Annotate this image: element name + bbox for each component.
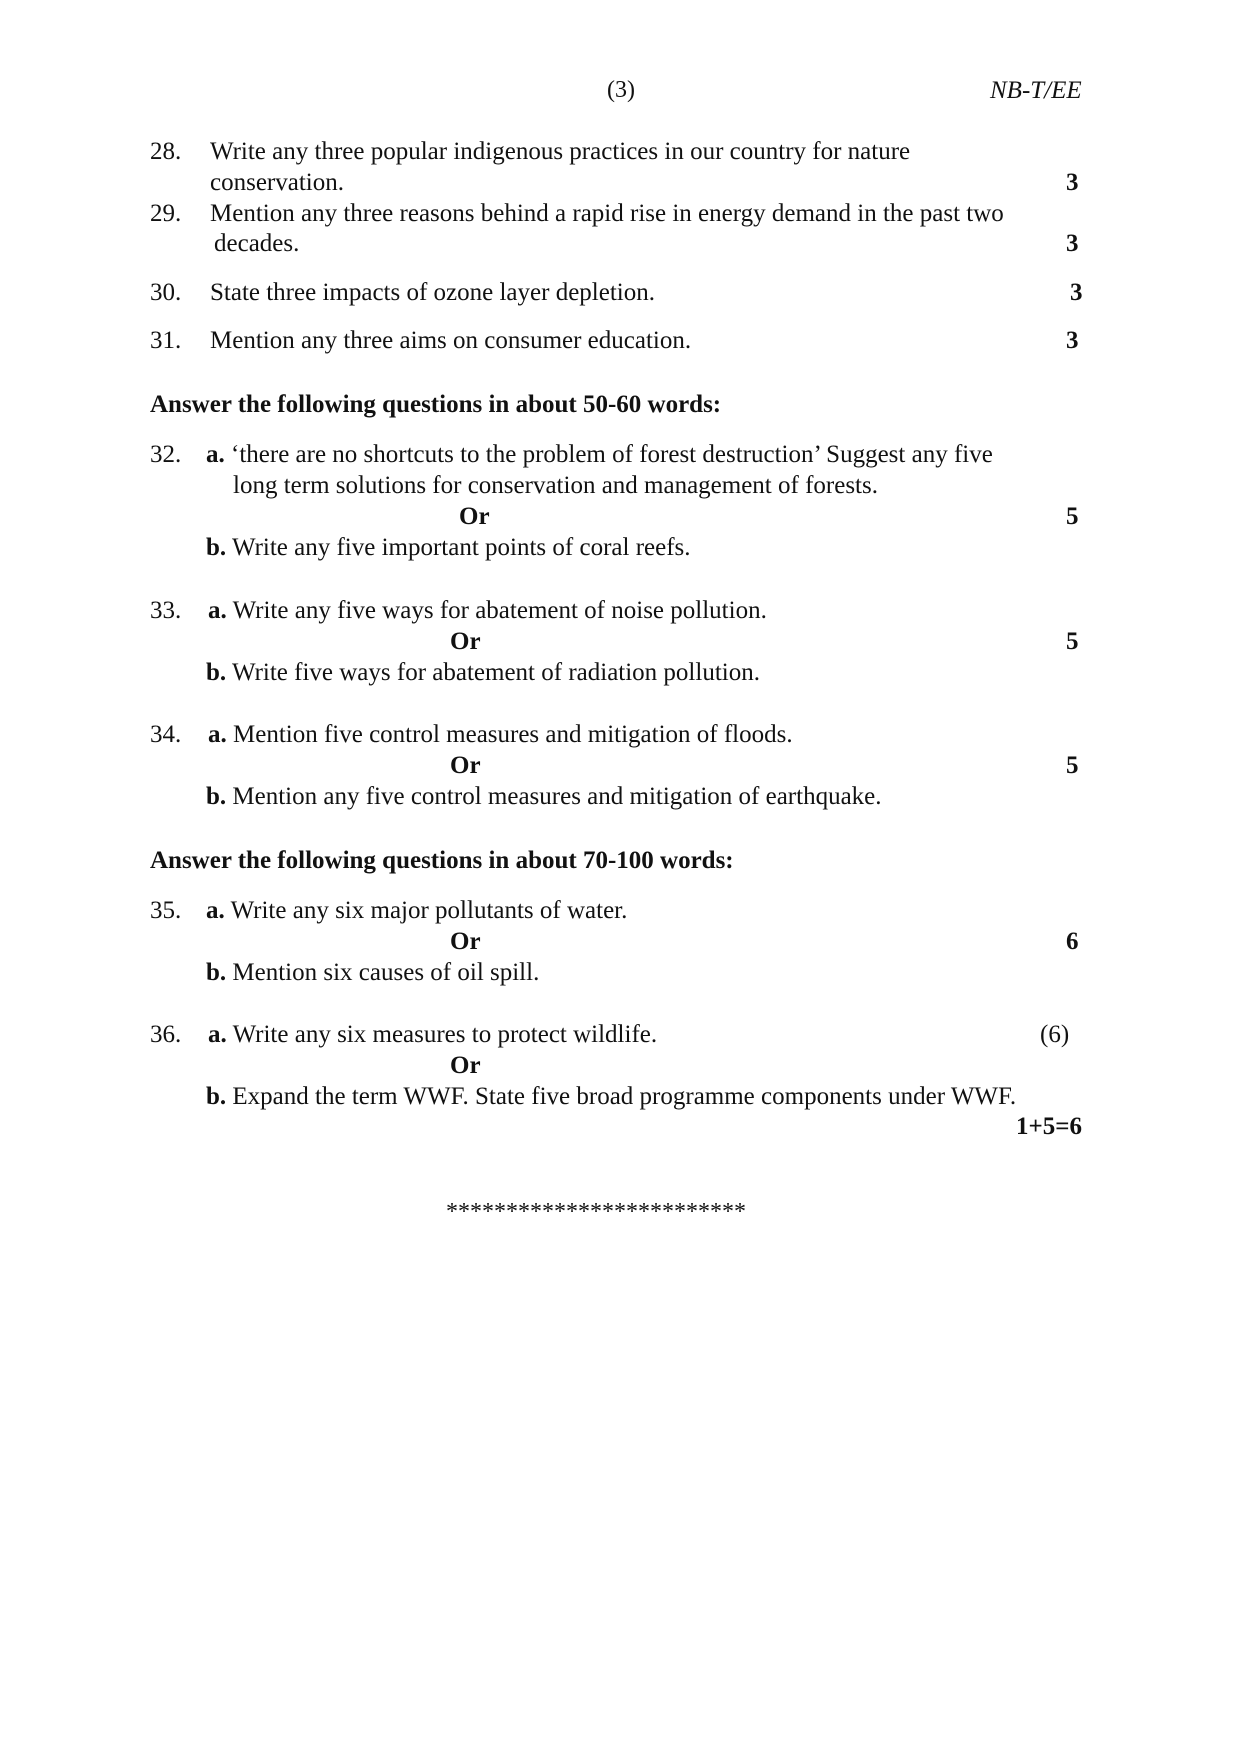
option-b-text: Expand the term WWF. State five broad programme components under WWF. (232, 1083, 1017, 1110)
option-b (206, 1084, 1016, 1109)
question-number: 28. (150, 138, 182, 165)
option-b-text: Write any five important points of coral reefs. (231, 534, 691, 561)
question-number: 36. (150, 1021, 182, 1048)
option-a-text: Mention five control measures and mitigation of floods. (233, 721, 793, 748)
option-b-text: Mention six causes of oil spill. (232, 959, 540, 986)
page-number: (3) (607, 77, 635, 103)
option-a-text-cont: long term solutions for conservation and management of forests. (233, 472, 878, 499)
option-a-text: Write any six major pollutants of water. (230, 897, 628, 924)
question-text: Mention any three aims on consumer education. (210, 327, 692, 354)
option-b (206, 660, 760, 685)
question-text: Write any three popular indigenous practices in our country for nature (210, 138, 911, 165)
question-text-cont: conservation. (210, 169, 344, 196)
question-marks: 3 (1066, 169, 1079, 196)
question-number: 31. (150, 327, 182, 354)
option-a-text: Write any five ways for abatement of noise pollution. (232, 597, 767, 624)
or-separator: Or (450, 928, 481, 955)
option-b-label: b. (206, 1083, 227, 1110)
question-marks: 3 (1066, 230, 1079, 257)
question-number: 34. (150, 721, 182, 748)
question-marks: 3 (1066, 327, 1079, 354)
option-b-marks: 1+5=6 (1016, 1113, 1082, 1140)
question-marks: 5 (1066, 628, 1079, 655)
option-a (208, 1022, 657, 1047)
or-separator: Or (450, 1052, 481, 1079)
or-separator: Or (450, 628, 481, 655)
option-a-label: a. (208, 1021, 227, 1048)
paper-code: NB-T/EE (990, 77, 1082, 104)
question-text: Mention any three reasons behind a rapid rise in energy demand in the past two (210, 200, 1004, 227)
option-b (206, 535, 691, 560)
question-number: 30. (150, 279, 182, 306)
option-b (206, 960, 539, 985)
option-a (206, 442, 993, 467)
question-text-cont: decades. (214, 230, 300, 257)
question-number: 33. (150, 597, 182, 624)
option-a-label: a. (206, 897, 225, 924)
option-a-label: a. (208, 597, 227, 624)
option-a (208, 598, 767, 623)
option-b-label: b. (206, 534, 227, 561)
question-number: 32. (150, 441, 182, 468)
option-a-marks: (6) (1040, 1021, 1070, 1048)
option-b-label: b. (206, 959, 227, 986)
question-text: State three impacts of ozone layer depletion. (210, 279, 655, 306)
question-number: 29. (150, 200, 182, 227)
question-marks: 6 (1066, 928, 1079, 955)
section-heading: Answer the following questions in about 50-60 words: (150, 391, 722, 418)
question-marks: 3 (1070, 279, 1083, 306)
question-marks: 5 (1066, 503, 1079, 530)
option-a-label: a. (208, 721, 227, 748)
option-b-label: b. (206, 659, 227, 686)
question-marks: 5 (1066, 752, 1079, 779)
option-b-label: b. (206, 783, 227, 810)
option-a-label: a. (206, 441, 225, 468)
option-b-text: Write five ways for abatement of radiation pollution. (231, 659, 760, 686)
option-a-text: Write any six measures to protect wildlife. (232, 1021, 658, 1048)
option-a (206, 898, 627, 923)
option-a (208, 722, 793, 747)
or-separator: Or (459, 503, 490, 530)
option-b (206, 784, 882, 809)
or-separator: Or (450, 752, 481, 779)
question-number: 35. (150, 897, 182, 924)
section-heading: Answer the following questions in about 70-100 words: (150, 847, 734, 874)
option-b-text: Mention any five control measures and mitigation of earthquake. (232, 783, 882, 810)
end-of-paper-stars: ************************* (446, 1199, 746, 1225)
option-a-text: ‘there are no shortcuts to the problem of forest destruction’ Suggest any five (231, 441, 993, 468)
